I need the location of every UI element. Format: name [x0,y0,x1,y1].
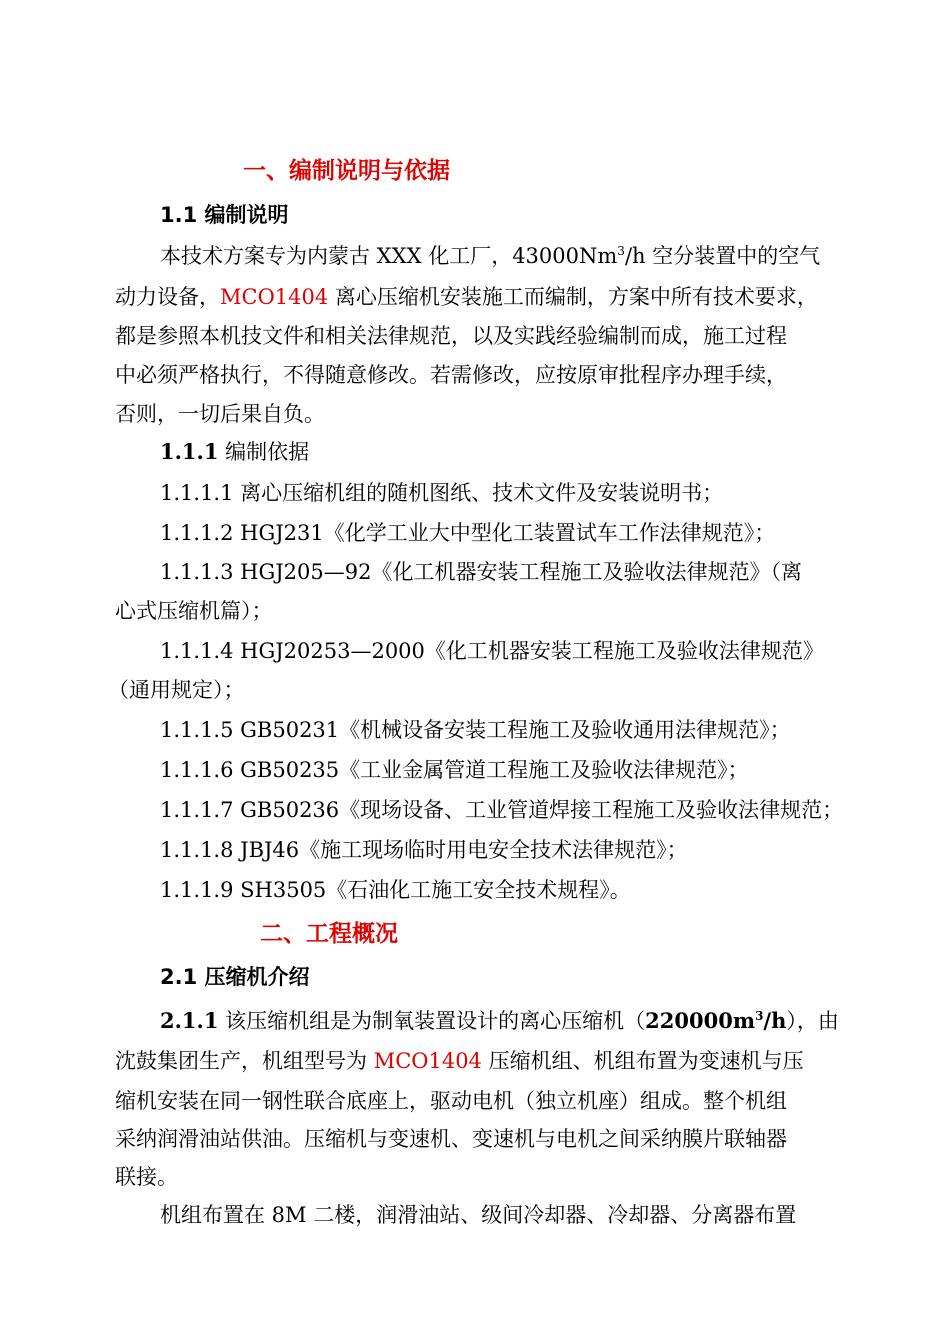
paragraph-line: 缩机安装在同一钢性联合底座上，驱动电机（独立机座）组成。整个机组 [115,1089,787,1113]
paragraph-line: 否则，一切后果自负。 [115,402,325,426]
basis-item-continued: 心式压缩机篇）； [115,599,273,623]
basis-item: 1.1.1.7 GB50236《现场设备、工业管道焊接工程施工及验收法律规范； [160,798,844,822]
basis-item-continued: （通用规定）； [108,678,245,702]
section-1-1-title: 1.1 编制说明 [160,203,289,227]
paragraph-line: 都是参照本机技文件和相关法律规范，以及实践经验编制而成，施工过程 [115,324,787,348]
basis-item: 1.1.1.1 离心压缩机组的随机图纸、技术文件及安装说明书； [160,481,724,505]
paragraph-line: 采纳润滑油站供油。压缩机与变速机、变速机与电机之间采纳膜片联轴器 [115,1127,787,1151]
basis-item: 1.1.1.2 HGJ231《化学工业大中型化工装置试车工作法律规范》； [160,521,776,545]
paragraph-line: 中必须严格执行，不得随意修改。若需修改，应按原审批程序办理手续， [115,363,787,387]
paragraph-line: 机组布置在 8M 二楼，润滑油站、级间冷却器、冷却器、分离器布置 [160,1203,797,1227]
basis-item: 1.1.1.4 HGJ20253—2000《化工机器安装工程施工及验收法律规范》 [160,639,824,663]
basis-item: 1.1.1.8 JBJ46《施工现场临时用电安全技术法律规范》； [160,838,688,862]
paragraph-line: 联接。 [115,1165,178,1189]
paragraph-line: 动力设备，MCO1404 离心压缩机安装施工而编制，方案中所有技术要求， [115,285,818,309]
basis-item: 1.1.1.5 GB50231《机械设备安装工程施工及验收通用法律规范》； [160,718,791,742]
section-2-1-title: 2.1 压缩机介绍 [160,965,310,989]
basis-item: 1.1.1.3 HGJ205—92《化工机器安装工程施工及验收法律规范》（离 [160,560,802,584]
model-code: MCO1404 [220,285,329,309]
section-2-title: 二、工程概况 [260,921,398,947]
basis-item: 1.1.1.9 SH3505《石油化工施工安全技术规程》。 [160,878,631,902]
paragraph-line: 本技术方案专为内蒙古 XXX 化工厂，43000Nm$^3$/h 空分装置中的空气 [160,244,821,268]
section-1-title: 一、编制说明与依据 [243,158,450,184]
paragraph-line: 沈鼓集团生产，机组型号为 MCO1404 压缩机组、机组布置为变速机与压 [115,1049,804,1073]
basis-item: 1.1.1.6 GB50235《工业金属管道工程施工及验收法律规范》； [160,758,749,782]
model-code: MCO1404 [373,1049,482,1073]
paragraph-line: 2.1.1 该压缩机组是为制氧装置设计的离心压缩机$(220000m^3/h)$，由 [160,1008,839,1033]
basis-heading: 1.1.1 编制依据 [160,439,310,464]
